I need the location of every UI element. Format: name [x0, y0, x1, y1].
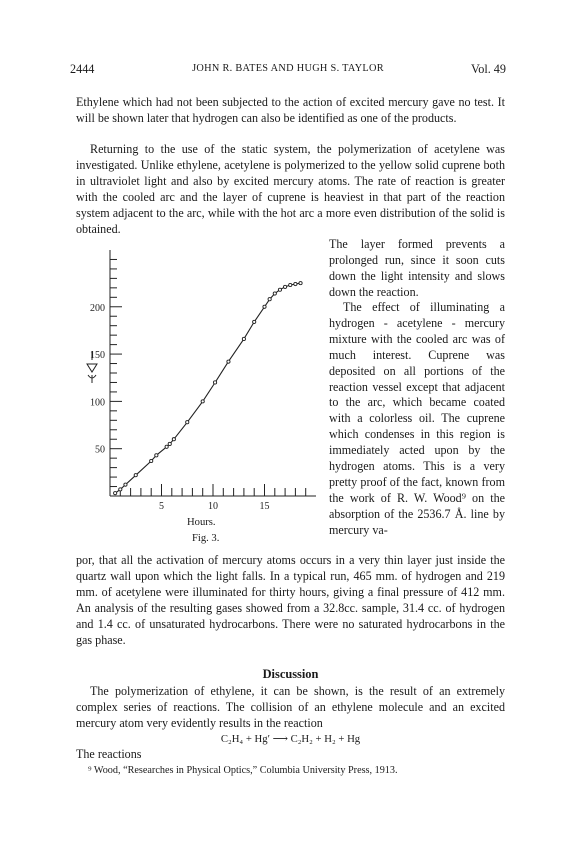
- data-point: [124, 483, 127, 486]
- y-tick-label: 100: [90, 397, 105, 409]
- chart-points: [114, 282, 303, 495]
- data-point: [168, 442, 171, 445]
- data-point: [299, 282, 302, 285]
- data-point: [253, 320, 256, 323]
- data-point: [294, 282, 297, 285]
- figure-caption: Fig. 3.: [192, 533, 220, 544]
- data-point: [186, 421, 189, 424]
- data-point: [134, 474, 137, 477]
- data-point: [278, 288, 281, 291]
- data-point: [165, 445, 168, 448]
- section-heading: Discussion: [262, 667, 319, 681]
- data-point: [273, 292, 276, 295]
- data-point: [268, 298, 271, 301]
- x-tick-label: 5: [159, 501, 164, 510]
- data-point: [150, 459, 153, 462]
- page-number: 2444: [70, 62, 95, 76]
- data-point: [213, 381, 216, 384]
- footnote: ⁹ Wood, “Researches in Physical Optics,” Columbia University Press, 1913.: [88, 765, 398, 776]
- equation: C₂H₄ + Hg′ ⟶ C₂H₂ + H₂ + Hg: [220, 733, 361, 745]
- data-point: [119, 488, 122, 491]
- chart-series: [115, 283, 301, 493]
- volume-number: Vol. 49: [471, 62, 506, 76]
- x-axis-label: Hours.: [187, 517, 216, 528]
- data-point: [242, 337, 245, 340]
- reactions-label: The reactions: [76, 747, 142, 761]
- data-point: [263, 305, 266, 308]
- running-head: JOHN R. BATES AND HUGH S. TAYLOR: [192, 63, 384, 74]
- side-paragraph-2: The effect of illuminating a hydrogen - acetylene - mercury mixture with the cooled arc was of much interest. Cuprene was deposited on all portions of the reaction vessel except that adjacent to the arc, which became coated with a colorless oil. The cuprene which condenses in this region is immediately acted upon by the hydrogen atoms. This is a very pretty proof of the fact, known from the work of R. W. Wood⁹ on the absorption of the 2536.7 Å. line by mercury va-: [329, 300, 505, 537]
- data-point: [201, 400, 204, 403]
- paragraph-discussion: The polymerization of ethylene, it can be shown, is the result of an extremely complex series of reactions. The collision of an ethylene molecule and an excited mercury atom very evidently results in the reaction: [76, 684, 505, 730]
- data-point: [172, 438, 175, 441]
- data-point: [284, 285, 287, 288]
- data-point: [155, 454, 158, 457]
- series-line: [115, 283, 301, 493]
- figure-3-chart: [80, 240, 325, 510]
- y-tick-label: 50: [95, 444, 105, 456]
- paragraph-continuation: por, that all the activation of mercury atoms occurs in a very thin layer just inside the quartz wall upon which the light falls. In a typical run, 465 mm. of hydrogen and 219 mm. of acetylene were illuminated for thirty hours, giving a final pressure of 412 mm. An analysis of the resulting gases showed from a 32.8cc. sample, 31.4 cc. of hydrogen and 1.4 cc. of unsaturated hydrocarbons. There were no saturated hydrocarbons in the gas phase.: [76, 553, 505, 647]
- data-point: [114, 492, 117, 495]
- paragraph-1: Ethylene which had not been subjected to the action of excited mercury gave no test. It will be shown later that hydrogen can also be identified as one of the products.: [76, 95, 505, 125]
- x-tick-label: 15: [259, 501, 270, 510]
- side-paragraph-1: The layer formed prevents a prolonged run, since it soon cuts down the light intensity and slows down the reaction.: [329, 237, 505, 299]
- y-tick-label: 150: [90, 350, 105, 362]
- running-header: [70, 62, 506, 78]
- y-tick-label: 200: [90, 302, 105, 314]
- x-tick-label: 10: [208, 501, 218, 510]
- data-point: [227, 360, 230, 363]
- paragraph-2: Returning to the use of the static system, the polymerization of acetylene was investigated. Unlike ethylene, acetylene is polymerized to the yellow solid cuprene both in ultraviolet light and also by excited mercury atoms. The rate of reaction is greater with the cooled arc and the layer of cuprene is heaviest in that part of the reaction system adjacent to the arc, while with the hot arc a more even distribution of the solid is obtained.: [76, 142, 505, 236]
- data-point: [289, 283, 292, 286]
